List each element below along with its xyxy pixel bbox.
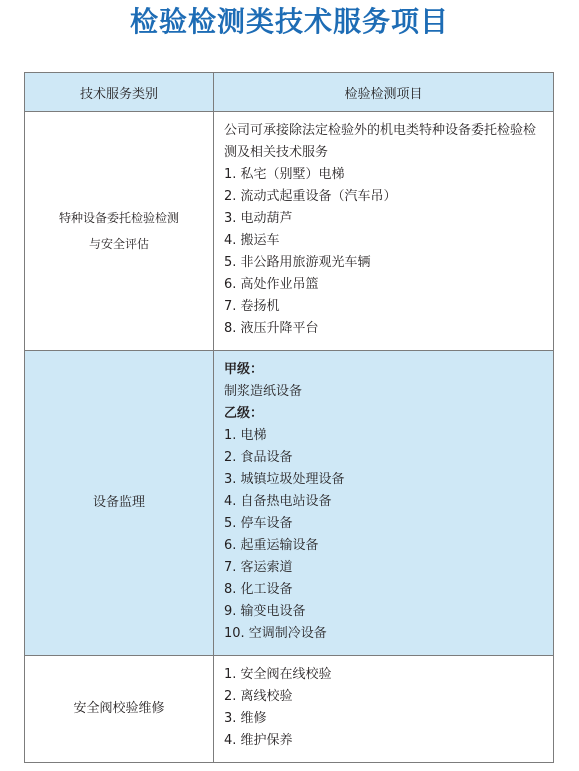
header-inspection-items: 检验检测项目 bbox=[214, 73, 554, 112]
list-item: 5. 非公路用旅游观光车辆 bbox=[224, 255, 371, 270]
category-label: 安全阀校验维修 bbox=[73, 701, 165, 716]
list-item: 1. 私宅（别墅）电梯 bbox=[224, 167, 345, 182]
category-cell bbox=[25, 112, 214, 351]
category-label: 设备监理 bbox=[92, 495, 145, 510]
list-item: 8. 液压升降平台 bbox=[224, 321, 319, 336]
grade-b-label: 乙级： bbox=[224, 406, 264, 421]
page-title: 检验检测类技术服务项目 bbox=[129, 5, 449, 38]
category-line: 特种设备委托检验检测 bbox=[58, 211, 179, 225]
list-item: 9. 输变电设备 bbox=[224, 604, 306, 619]
list-item: 2. 食品设备 bbox=[224, 450, 293, 465]
list-item: 6. 起重运输设备 bbox=[224, 538, 319, 553]
list-item: 3. 电动葫芦 bbox=[224, 211, 293, 226]
list-item: 8. 化工设备 bbox=[224, 582, 293, 597]
list-item: 制浆造纸设备 bbox=[224, 384, 303, 399]
service-table bbox=[24, 72, 554, 763]
category-cell bbox=[25, 656, 214, 763]
list-item: 4. 自备热电站设备 bbox=[224, 494, 332, 509]
table-row bbox=[25, 351, 554, 656]
table-header-row bbox=[25, 73, 554, 112]
table-row bbox=[25, 112, 554, 351]
list-item: 1. 电梯 bbox=[224, 428, 267, 443]
category-cell bbox=[25, 351, 214, 656]
list-item: 3. 城镇垃圾处理设备 bbox=[224, 472, 345, 487]
grade-a-label: 甲级： bbox=[224, 362, 264, 377]
list-item: 2. 流动式起重设备（汽车吊） bbox=[224, 189, 397, 204]
list-item: 7. 客运索道 bbox=[224, 560, 293, 575]
list-item: 10. 空调制冷设备 bbox=[224, 626, 327, 641]
list-item: 1. 安全阀在线校验 bbox=[224, 667, 332, 682]
list-item: 4. 维护保养 bbox=[224, 733, 293, 748]
table-row bbox=[25, 656, 554, 763]
list-item: 4. 搬运车 bbox=[224, 233, 280, 248]
items-cell bbox=[214, 656, 554, 763]
items-cell bbox=[214, 351, 554, 656]
header-service-category: 技术服务类别 bbox=[25, 73, 214, 112]
list-item: 5. 停车设备 bbox=[224, 516, 293, 531]
items-cell bbox=[214, 112, 554, 351]
intro-text: 公司可承接除法定检验外的机电类特种设备委托检验检测及相关技术服务 bbox=[224, 123, 537, 160]
list-item: 6. 高处作业吊篮 bbox=[224, 277, 319, 292]
list-item: 7. 卷扬机 bbox=[224, 299, 280, 314]
category-line: 与安全评估 bbox=[88, 237, 149, 251]
list-item: 2. 离线校验 bbox=[224, 689, 293, 704]
list-item: 3. 维修 bbox=[224, 711, 267, 726]
